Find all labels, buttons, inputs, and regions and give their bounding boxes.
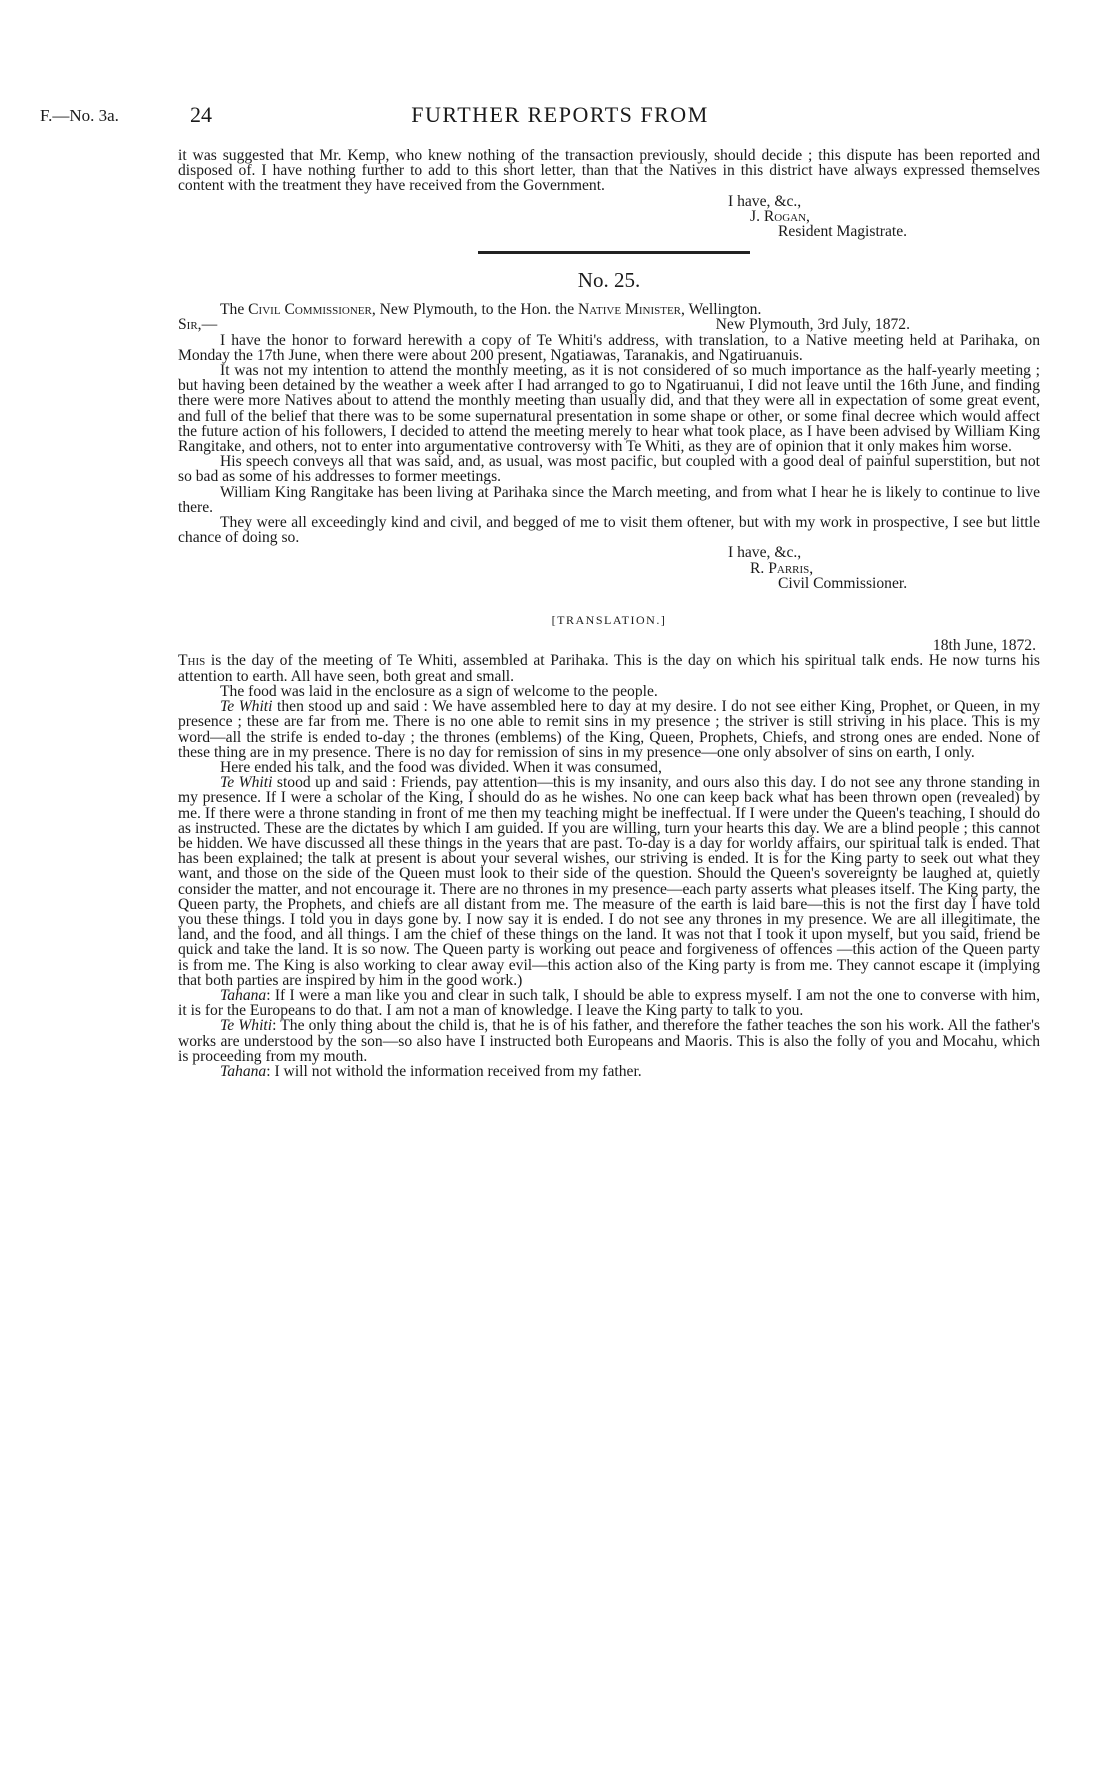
speaker-name: Te Whiti (220, 774, 273, 792)
letter-from: Civil Commissioner (248, 301, 372, 319)
letter-heading-place1: , New Plymouth, to the Hon. the (371, 301, 575, 319)
page-header (40, 102, 1080, 132)
salutation-line (178, 317, 1040, 332)
letter-signature (178, 545, 1040, 591)
intro-paragraph: it was suggested that Mr. Kemp, who knew nothing of the transaction previously, should decide ; this dispute has been reported and disposed of. I have nothing further to add to this short letter, than that the Natives in this district have always expressed themselves content with the treatment they have received from the Government. (178, 147, 1040, 195)
paragraph-text: : I will not withold the information received from my father. (266, 1062, 642, 1080)
letter-paragraph: It was not my intention to attend the monthly meeting, as it is not considered of so much importance as the half-yearly meeting ; but having been detained by the weather a week after I had arranged to go to Ngatiruanui, I did not leave until the 16th June, and finding there were more Natives about to attend the monthly meeting than usually did, and that they were all in expectation of some great event, and full of the belief that there was to be some supernatural presentation in some shape or other, or some final decree which would affect the future action of his followers, I decided to attend the meeting merely to hear what took place, as I have been advised by William King Rangitake, and others, not to enter into argumentative controversy with Te Whiti, as they are of opinion that it only makes him worse. (178, 362, 1040, 456)
speaker-name: Tahana (220, 1062, 267, 1080)
letter-paragraph: William King Rangitake has been living at Parihaka since the March meeting, and from what I hear he is likely to continue to live there. (178, 483, 1040, 516)
letter-heading-place2: , Wellington. (681, 301, 762, 319)
speaker-name: Tahana (220, 986, 267, 1004)
signature-title: Civil Commissioner. (778, 574, 908, 592)
page-number: 24 (190, 102, 212, 127)
speaker-name: Te Whiti (220, 1017, 273, 1035)
letter-number: No. 25. (577, 268, 641, 293)
page-body (178, 148, 1040, 1079)
letter-heading (178, 302, 1040, 317)
signature-name: J. Rogan, (750, 207, 810, 225)
translation-paragraph (178, 775, 1040, 988)
salutation: Sir,— (178, 316, 218, 334)
letter-to: Native Minister (578, 301, 682, 319)
section-divider (478, 251, 750, 254)
translation-paragraph (178, 1064, 1040, 1079)
document-reference: F.—No. 3a. (40, 106, 119, 125)
translation-paragraph (178, 653, 1040, 683)
letter-paragraph: I have the honor to forward herewith a copy of Te Whiti's address, with translation, to a Native meeting held at Parihaka, on Monday the 17th June, when there were about 200 present, Ngatiawas, Taranakis, and Ngatiruanuis. (178, 331, 1040, 364)
letter-paragraph: His speech conveys all that was said, and, as usual, was most pacific, but coupled with a good deal of painful superstition, but not so bad as some of his addresses to former meetings. (178, 453, 1040, 486)
signature-title: Resident Magistrate. (778, 223, 908, 241)
speaker-name: Te Whiti (220, 698, 273, 716)
translation-paragraph (178, 988, 1040, 1018)
letter-heading-the: The (220, 301, 245, 319)
paragraph-text: stood up and said : Friends, pay attention—this is my insanity, and ours also this day. I do not see any throne standing in my presence. If I were a scholar of the King, I should do as he wishes. No one can keep back what has been thrown open (revealed) by me. If there were a throne standing in front of me then my teaching might be ineffectual. If I were under the Queen's teaching, I should do as instructed. These are the dictates by which I am guided. If you are willing, turn your hearts this day. We are a blind people ; this cannot be hidden. We have discussed all these things in the years that are past. To-day is a day for worldy affairs, our spiritual talk is ended. That has been explained; the talk at present is about your several wishes, our striving is ended. It is for the King party to seek out what they want, and those on the side of the Queen must look to their side of the question. Should the Queen's sovereignty be laughed at, quietly consider the matter, and not encourage it. There are no thrones in my presence—each party asserts what pleases itself. The King party, the Queen party, the Prophets, and chiefs are all distant from me. The measure of the earth is laid bare—this is not the first day I have told you these things. I told you in days gone by. I now say it is ended. I do not see any thrones in my presence. We are all illegitimate, the land, and the food, and all things. I am the chief of these things on the land. It was not that I took it upon myself, but you said, friend be quick and take the land. It is so now. The Queen party is working out peace and forgiveness of offences —this action of the Queen party is from me. The King is also working to clear away evil—this action also of the King party is from me. They cannot escape it (implying that both parties are inspired by him in the good work.) (178, 774, 1040, 989)
paragraph-text: : If I were a man like you and clear in such talk, I should be able to express myself. I am not the one to converse with him, it is for the Europeans to do that. I am not a man of knowledge. I leave the King party to talk to you. (178, 986, 1040, 1020)
paragraph-text: is the day of the meeting of Te Whiti, assembled at Parihaka. This is the day on which his spiritual talk ends. He now turns his attention to earth. All have seen, both great and small. (178, 652, 1040, 685)
intro-signature (178, 194, 1040, 240)
paragraph-text: : The only thing about the child is, that he is of his father, and therefore the father teaches the son his work. All the father's works are understood by the son—so also have I instructed both Europeans and Maoris. This is also the folly of you and Mocahu, which is proceeding from my mouth. (178, 1017, 1040, 1065)
letter-paragraph: They were all exceedingly kind and civil, and begged of me to visit them oftener, but with my work in prospective, I see but little chance of doing so. (178, 514, 1040, 547)
translation-heading: [TRANSLATION.] (551, 613, 667, 628)
drop-lead-word: This (178, 652, 206, 670)
running-title: FURTHER REPORTS FROM (411, 102, 709, 127)
translation-paragraph (178, 1018, 1040, 1064)
paragraph-text: then stood up and said : We have assembled here to day at my desire. I do not see either King, Prophet, or Queen, in my presence ; these are far from me. There is no one able to remit sins in my presence ; the striver is still striving in his place. This is my word—all the strife is ended to-day ; the thrones (emblems) of the King, Queen, Prophets, Chiefs, and strong ones are ended. None of these thing are in my presence. There is no day for remission of sins in my presence—one only absolver of sins on earth, I only. (178, 698, 1040, 761)
letter-date: New Plymouth, 3rd July, 1872. (715, 316, 910, 334)
signature-closing: I have, &c., (728, 544, 802, 562)
signature-name: R. Parris, (750, 559, 814, 577)
translation-paragraph: The food was laid in the enclosure as a sign of welcome to the people. (220, 682, 658, 700)
translation-paragraph (178, 699, 1040, 760)
translation-date: 18th June, 1872. (932, 637, 1036, 655)
translation-paragraph: Here ended his talk, and the food was divided. When it was consumed, (220, 758, 662, 776)
signature-closing: I have, &c., (728, 192, 802, 210)
